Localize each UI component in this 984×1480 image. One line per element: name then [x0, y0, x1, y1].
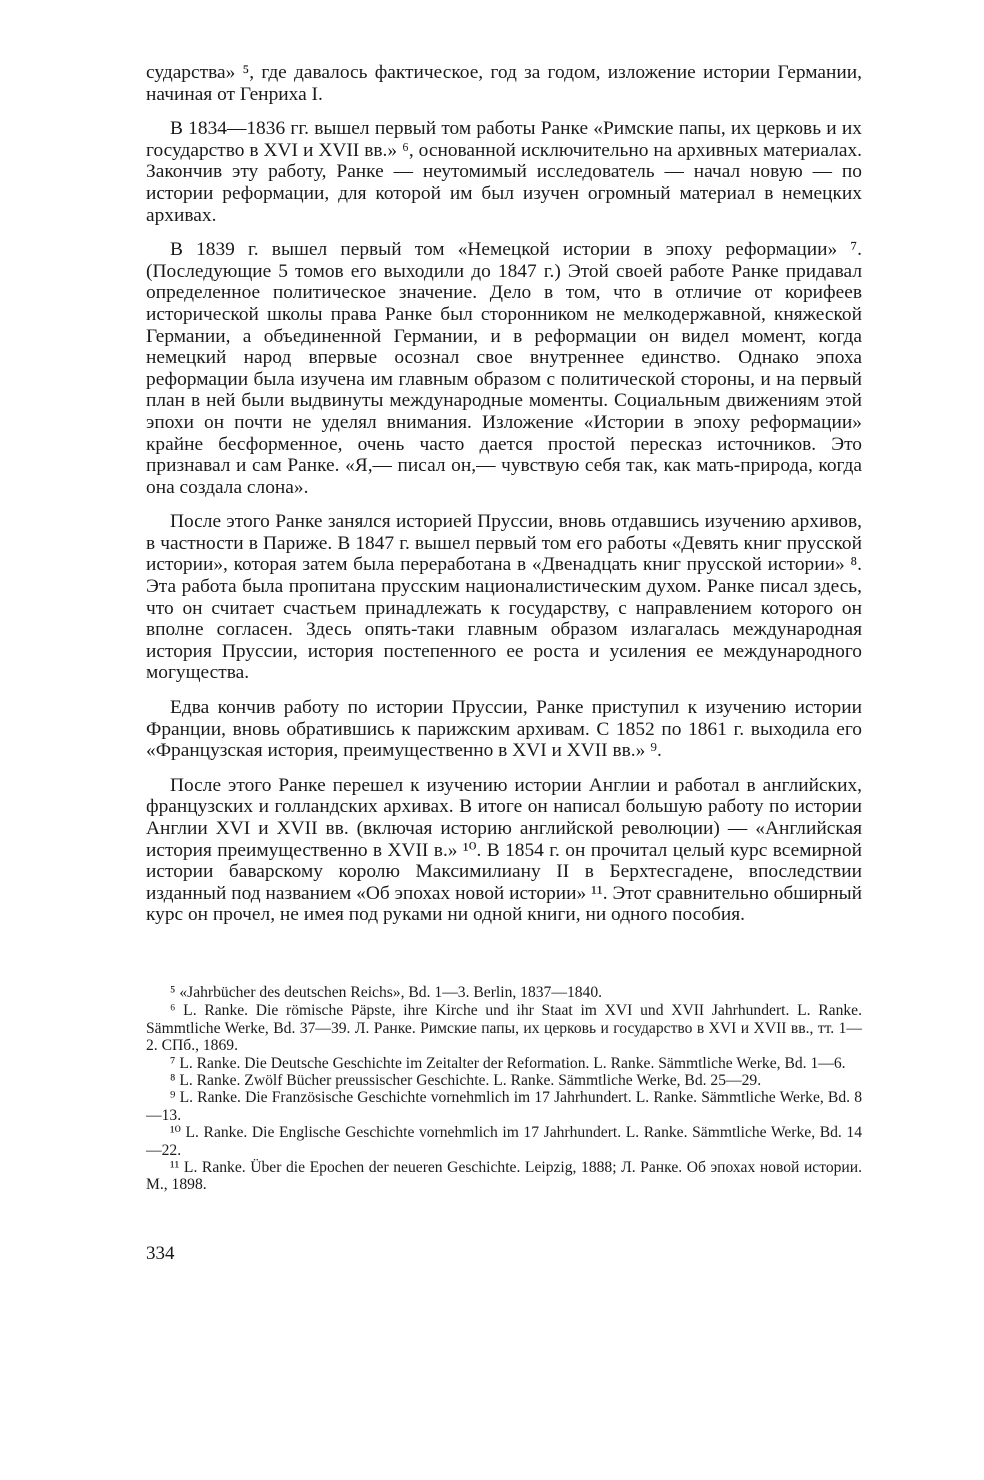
footnote-11: ¹¹ L. Ranke. Über die Epochen der neueren Geschichte. Leipzig, 1888; Л. Ранке. Об эпохах новой истории. М., 1898.: [146, 1159, 862, 1194]
paragraph-6: После этого Ранке перешел к изучению истории Англии и работал в английских, французских и голландских архивах. В итоге он написал большую работу по истории Англии XVI и XVII вв. (включая историю английской революции) — «Английская история преимущественно в XVII в.» ¹⁰. В 1854 г. он прочитал целый курс всемирной истории баварскому королю Максимилиану II в Берхтесгадене, впоследствии изданный под названием «Об эпохах новой истории» ¹¹. Этот сравнительно обширный курс он прочел, не имея под руками ни одной книги, ни одного пособия.: [146, 774, 862, 926]
footnote-9: ⁹ L. Ranke. Die Französische Geschichte vornehmlich im 17 Jahrhundert. L. Ranke. Sämmtliche Werke, Bd. 8—13.: [146, 1089, 862, 1124]
paragraph-4: После этого Ранке занялся историей Пруссии, вновь отдавшись изучению архивов, в частности в Париже. В 1847 г. вышел первый том его работы «Девять книг прусской истории», которая затем была переработана в «Двенадцать книг прусской истории» ⁸. Эта работа была пропитана прусским националистическим духом. Ранке писал здесь, что он считает счастьем принадлежать к государству, с направлением которого он вполне согласен. Здесь опять-таки главным образом излагалась международная история Пруссии, история постепенного ее роста и усиления ее международного могущества.: [146, 511, 862, 684]
paragraph-3: В 1839 г. вышел первый том «Немецкой истории в эпоху реформации» ⁷. (Последующие 5 томов его выходили до 1847 г.) Этой своей работе Ранке придавал определенное политическое значение. Дело в том, что в отличие от корифеев исторической школы права Ранке был сторонником не мелкодержавной, княжеской Германии, а объединенной Германии, и в реформации он видел момент, когда немецкий народ впервые осознал свое внутреннее единство. Однако эпоха реформации была изучена им главным образом с политической стороны, и на первый план в ней были выдвинуты международные моменты. Социальным движениям этой эпохи он почти не уделял внимания. Изложение «Истории в эпоху реформации» крайне бесформенное, очень часто дается простой пересказ источников. Это признавал и сам Ранке. «Я,— писал он,— чувствую себя так, как мать-природа, когда она создала слона».: [146, 239, 862, 498]
paragraph-2: В 1834—1836 гг. вышел первый том работы Ранке «Римские папы, их церковь и их государство в XVI и XVII вв.» ⁶, основанной исключительно на архивных материалах. Закончив эту работу, Ранке — неутомимый исследователь — начал новую — по истории реформации, для которой им был изучен огромный материал в немецких архивах.: [146, 118, 862, 226]
main-text: [146, 62, 862, 939]
page-number: 334: [146, 1243, 175, 1264]
footnote-10: ¹⁰ L. Ranke. Die Englische Geschichte vornehmlich im 17 Jahrhundert. L. Ranke. Sämmtliche Werke, Bd. 14—22.: [146, 1124, 862, 1159]
footnote-6: ⁶ L. Ranke. Die römische Päpste, ihre Kirche und ihr Staat im XVI und XVII Jahrhundert. L. Ranke. Sämmtliche Werke, Bd. 37—39. Л. Ранке. Римские папы, их церковь и государство в XVI и XVII вв., тт. 1—2. СПб., 1869.: [146, 1002, 862, 1055]
footnote-8: ⁸ L. Ranke. Zwölf Bücher preussischer Geschichte. L. Ranke. Sämmtliche Werke, Bd. 25—29.: [170, 1072, 762, 1090]
footnote-7: ⁷ L. Ranke. Die Deutsche Geschichte im Zeitalter der Reformation. L. Ranke. Sämmtliche Werke, Bd. 1—6.: [170, 1054, 846, 1072]
footnotes: [146, 984, 862, 1194]
paragraph-5: Едва кончив работу по истории Пруссии, Ранке приступил к изучению истории Франции, вновь обратившись к парижским архивам. С 1852 по 1861 г. выходила его «Французская история, преимущественно в XVI и XVII вв.» ⁹.: [146, 697, 862, 762]
paragraph-1: сударства» ⁵, где давалось фактическое, год за годом, изложение истории Германии, начиная от Генриха I.: [146, 62, 862, 105]
footnote-5: ⁵ «Jahrbücher des deutschen Reichs», Bd. 1—3. Berlin, 1837—1840.: [170, 984, 603, 1001]
